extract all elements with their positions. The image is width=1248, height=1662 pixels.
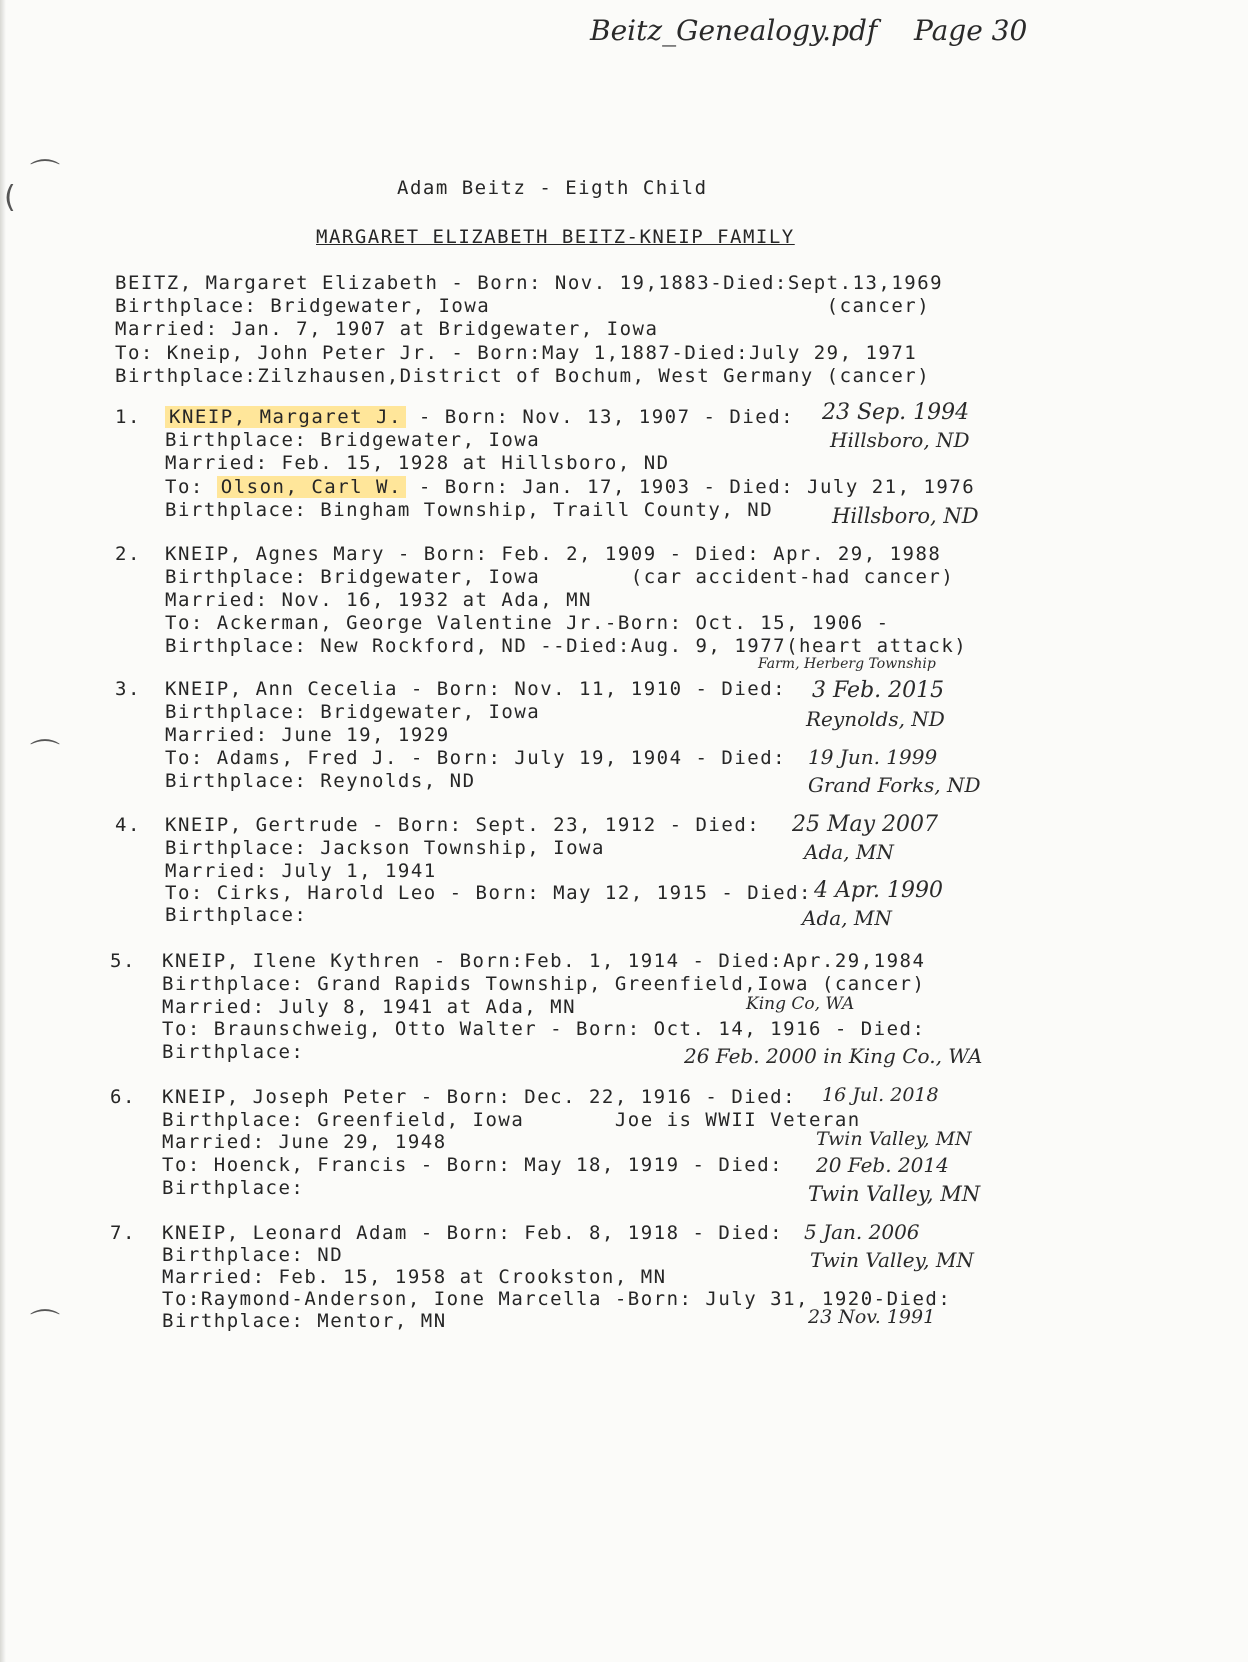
parent-line: To: Kneip, John Peter Jr. - Born:May 1,1887-Died:July 29, 1971 <box>115 342 918 364</box>
handwritten-note: 23 Sep. 1994 <box>822 400 970 425</box>
parent-line: Birthplace:Zilzhausen,District of Bochum, West Germany (cancer) <box>115 365 931 387</box>
child-line: To: Hoenck, Francis - Born: May 18, 1919 - Died: <box>162 1154 784 1176</box>
parent-line: Married: Jan. 7, 1907 at Bridgewater, Iowa <box>115 318 659 340</box>
child-line: Married: July 1, 1941 <box>165 860 437 882</box>
handwritten-note: 20 Feb. 2014 <box>816 1153 949 1177</box>
child-line: KNEIP, Ann Cecelia - Born: Nov. 11, 1910 - Died: <box>165 678 787 700</box>
handwritten-note: 23 Nov. 1991 <box>808 1306 936 1328</box>
parent-line: BEITZ, Margaret Elizabeth - Born: Nov. 19,1883-Died:Sept.13,1969 <box>115 272 944 294</box>
child-line: Birthplace: Mentor, MN <box>162 1310 447 1332</box>
handwritten-note: Ada, MN <box>802 906 892 930</box>
child-line: Birthplace: <box>162 1177 305 1199</box>
child-line: KNEIP, Ilene Kythren - Born:Feb. 1, 1914 - Died:Apr.29,1984 <box>162 950 926 972</box>
handwritten-note: Twin Valley, MN <box>816 1128 972 1150</box>
handwritten-note: King Co, WA <box>746 994 855 1014</box>
child-line: To: Ackerman, George Valentine Jr.-Born: Oct. 15, 1906 - <box>165 612 890 634</box>
handwritten-note: Hillsboro, ND <box>830 428 970 452</box>
child-line: Married: June 29, 1948 <box>162 1131 447 1153</box>
family-title: MARGARET ELIZABETH BEITZ-KNEIP FAMILY <box>316 226 795 248</box>
child-line: Married: June 19, 1929 <box>165 724 450 746</box>
child-line: To: Braunschweig, Otto Walter - Born: Oct. 14, 1916 - Died: <box>162 1018 926 1040</box>
handwritten-note: Reynolds, ND <box>806 707 945 731</box>
child-line: KNEIP, Leonard Adam - Born: Feb. 8, 1918 - Died: <box>162 1222 784 1244</box>
scan-edge <box>0 0 6 1662</box>
child-line: To: Adams, Fred J. - Born: July 19, 1904 - Died: <box>165 747 787 769</box>
child-line: To: Cirks, Harold Leo - Born: May 12, 1915 - Died: <box>165 882 812 904</box>
handwritten-note: 25 May 2007 <box>792 812 939 837</box>
child-line: Birthplace: ND <box>162 1244 344 1266</box>
child-number: 1. <box>115 406 141 428</box>
child-line: KNEIP, Agnes Mary - Born: Feb. 2, 1909 - Died: Apr. 29, 1988 <box>165 543 942 565</box>
child-line: Birthplace: Jackson Township, Iowa <box>165 837 605 859</box>
margin-mark: ⌒ <box>30 738 60 773</box>
header-page: Page 30 <box>914 14 1028 47</box>
child-line: Married: Nov. 16, 1932 at Ada, MN <box>165 589 592 611</box>
handwritten-note: Hillsboro, ND <box>832 504 979 528</box>
child-number: 6. <box>110 1086 136 1108</box>
child-line: Married: July 8, 1941 at Ada, MN <box>162 996 577 1018</box>
handwritten-note: 19 Jun. 1999 <box>808 745 938 769</box>
child-number: 7. <box>110 1222 136 1244</box>
child-number: 3. <box>115 678 141 700</box>
child-line: Birthplace: Bridgewater, Iowa (car accident-had cancer) <box>165 566 955 588</box>
child-line: Birthplace: Bingham Township, Traill County, ND <box>165 499 774 521</box>
child-line: Married: Feb. 15, 1958 at Crookston, MN <box>162 1266 667 1288</box>
margin-mark: ⌒ <box>30 1308 60 1343</box>
header-filename: Beitz_Genealogy.pdf <box>590 14 878 47</box>
child-line: KNEIP, Gertrude - Born: Sept. 23, 1912 - Died: <box>165 814 761 836</box>
handwritten-note: 3 Feb. 2015 <box>812 678 945 703</box>
handwritten-note: Ada, MN <box>804 840 894 864</box>
child-line: Birthplace: <box>162 1041 305 1063</box>
handwritten-note: 26 Feb. 2000 in King Co., WA <box>684 1044 983 1068</box>
child-line: Birthplace: <box>165 904 308 926</box>
child-line: KNEIP, Joseph Peter - Born: Dec. 22, 1916 - Died: <box>162 1086 797 1108</box>
margin-mark: ( <box>4 180 16 215</box>
child-line: To: Olson, Carl W. - Born: Jan. 17, 1903 - Died: July 21, 1976 <box>165 476 976 498</box>
child-line: Birthplace: Grand Rapids Township, Greenfield,Iowa (cancer) <box>162 973 926 995</box>
child-number: 2. <box>115 543 141 565</box>
highlighted-name: Olson, Carl W. <box>217 476 406 498</box>
handwritten-note: 16 Jul. 2018 <box>822 1084 939 1106</box>
handwritten-note: 5 Jan. 2006 <box>804 1220 920 1244</box>
child-line: Birthplace: Bridgewater, Iowa <box>165 701 541 723</box>
child-line: KNEIP, Margaret J. - Born: Nov. 13, 1907 - Died: <box>165 406 794 428</box>
handwritten-note: 4 Apr. 1990 <box>814 878 944 903</box>
page-title: Adam Beitz - Eigth Child <box>397 177 708 199</box>
parent-line: Birthplace: Bridgewater, Iowa (cancer) <box>115 295 931 317</box>
child-line: Birthplace: Bridgewater, Iowa <box>165 429 541 451</box>
highlighted-name: KNEIP, Margaret J. <box>165 406 406 428</box>
child-line: Birthplace: Greenfield, Iowa Joe is WWII Veteran <box>162 1109 861 1131</box>
child-number: 5. <box>110 950 136 972</box>
handwritten-note: Grand Forks, ND <box>808 773 981 797</box>
child-number: 4. <box>115 814 141 836</box>
child-line: Birthplace: New Rockford, ND --Died:Aug. 9, 1977(heart attack) <box>165 635 968 657</box>
handwritten-note: Twin Valley, MN <box>810 1248 974 1272</box>
handwritten-note: Farm, Herberg Township <box>758 656 936 672</box>
margin-mark: ⌒ <box>30 158 60 193</box>
child-line: Birthplace: Reynolds, ND <box>165 770 476 792</box>
handwritten-note: Twin Valley, MN <box>808 1182 981 1206</box>
child-line: To:Raymond-Anderson, Ione Marcella -Born: July 31, 1920-Died: <box>162 1288 952 1310</box>
child-line: Married: Feb. 15, 1928 at Hillsboro, ND <box>165 452 670 474</box>
